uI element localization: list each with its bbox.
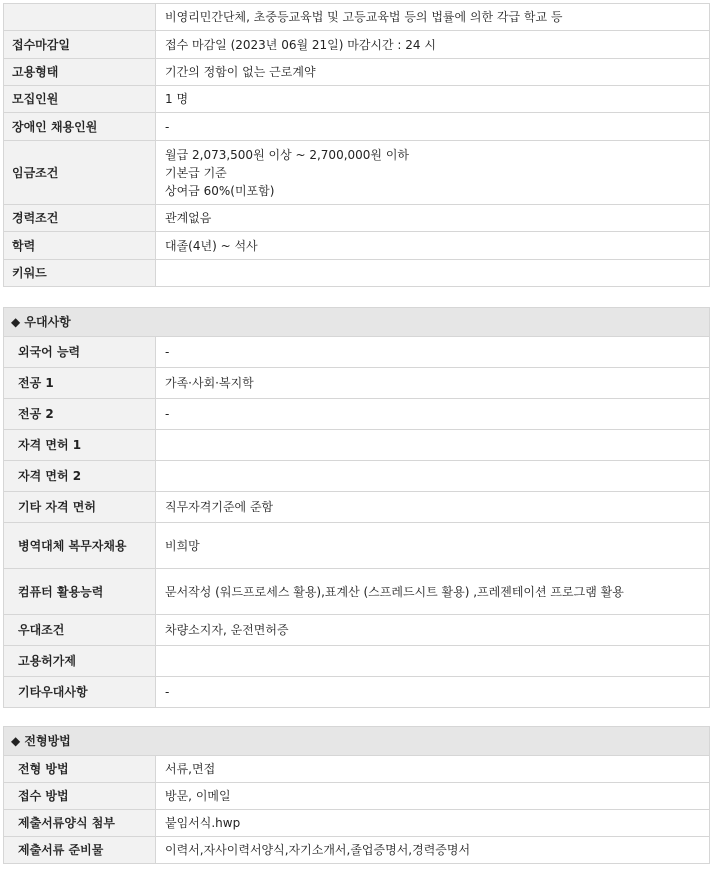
row-label: 장애인 채용인원 — [4, 113, 156, 141]
wage-value: 월급 2,073,500원 이상 ~ 2,700,000원 이하 기본급 기준 상여금 60%(미포함) — [156, 141, 710, 205]
table-row — [4, 461, 710, 492]
row-value: 이력서,자사이력서양식,자기소개서,졸업증명서,경력증명서 — [156, 837, 710, 864]
disabled-hiring-value: - — [156, 113, 710, 141]
keyword-value — [156, 260, 710, 287]
institution-type-value: 비영리민간단체, 초중등교육법 및 고등교육법 등의 법률에 의한 각급 학교 등 — [156, 4, 710, 31]
table-row — [4, 810, 710, 837]
table-row — [4, 31, 710, 59]
row-label: 기타우대사항 — [4, 677, 156, 708]
table-row — [4, 615, 710, 646]
row-value: 문서작성 (워드프로세스 활용),표계산 (스프레드시트 활용) ,프레젠테이션 프로그램 활용 — [156, 569, 710, 615]
row-label: 경력조건 — [4, 205, 156, 232]
table-row — [4, 399, 710, 430]
education-value: 대졸(4년) ~ 석사 — [156, 232, 710, 260]
row-label: 접수마감일 — [4, 31, 156, 59]
section-title: ◆ 우대사항 — [4, 308, 710, 337]
row-label: 전공 1 — [4, 368, 156, 399]
row-value — [156, 430, 710, 461]
row-label: 임금조건 — [4, 141, 156, 205]
row-label: 제출서류양식 첨부 — [4, 810, 156, 837]
table-row — [4, 232, 710, 260]
row-label: 우대조건 — [4, 615, 156, 646]
row-label: 모집인원 — [4, 86, 156, 113]
table-row — [4, 783, 710, 810]
row-label: 제출서류 준비물 — [4, 837, 156, 864]
row-value: 서류,면접 — [156, 756, 710, 783]
row-label: 전공 2 — [4, 399, 156, 430]
row-label: 고용형태 — [4, 59, 156, 86]
row-value: 방문, 이메일 — [156, 783, 710, 810]
row-label: 병역대체 복무자채용 — [4, 523, 156, 569]
row-value — [156, 461, 710, 492]
table-row — [4, 4, 710, 31]
row-label: 기타 자격 면허 — [4, 492, 156, 523]
selection-method-table — [3, 726, 710, 864]
preference-table — [3, 307, 710, 708]
table-row — [4, 59, 710, 86]
table-row — [4, 205, 710, 232]
headcount-value: 1 명 — [156, 86, 710, 113]
row-label: 전형 방법 — [4, 756, 156, 783]
row-label — [4, 4, 156, 31]
row-label: 학력 — [4, 232, 156, 260]
row-label: 외국어 능력 — [4, 337, 156, 368]
row-label: 자격 면허 2 — [4, 461, 156, 492]
row-label: 컴퓨터 활용능력 — [4, 569, 156, 615]
section-header-row — [4, 308, 710, 337]
table-row — [4, 86, 710, 113]
table-row — [4, 113, 710, 141]
row-value — [156, 646, 710, 677]
row-label: 접수 방법 — [4, 783, 156, 810]
table-row — [4, 492, 710, 523]
section-title: ◆ 전형방법 — [4, 727, 710, 756]
table-row — [4, 677, 710, 708]
employment-type-value: 기간의 정함이 없는 근로계약 — [156, 59, 710, 86]
table-row — [4, 141, 710, 205]
table-row — [4, 569, 710, 615]
row-value: - — [156, 337, 710, 368]
section-header-row — [4, 727, 710, 756]
row-value: 차량소지자, 운전면허증 — [156, 615, 710, 646]
table-row — [4, 260, 710, 287]
table-row — [4, 337, 710, 368]
attachment-link[interactable]: 붙임서식.hwp — [156, 810, 710, 837]
row-value: 비희망 — [156, 523, 710, 569]
table-row — [4, 646, 710, 677]
row-value: - — [156, 677, 710, 708]
row-value: - — [156, 399, 710, 430]
row-label: 키워드 — [4, 260, 156, 287]
table-row — [4, 756, 710, 783]
recruitment-conditions-table — [3, 3, 710, 287]
row-label: 고용허가제 — [4, 646, 156, 677]
experience-value: 관계없음 — [156, 205, 710, 232]
row-value: 직무자격기준에 준함 — [156, 492, 710, 523]
table-row — [4, 368, 710, 399]
row-value: 가족·사회·복지학 — [156, 368, 710, 399]
row-label: 자격 면허 1 — [4, 430, 156, 461]
deadline-value: 접수 마감일 (2023년 06월 21일) 마감시간 : 24 시 — [156, 31, 710, 59]
table-row — [4, 837, 710, 864]
table-row — [4, 430, 710, 461]
table-row — [4, 523, 710, 569]
